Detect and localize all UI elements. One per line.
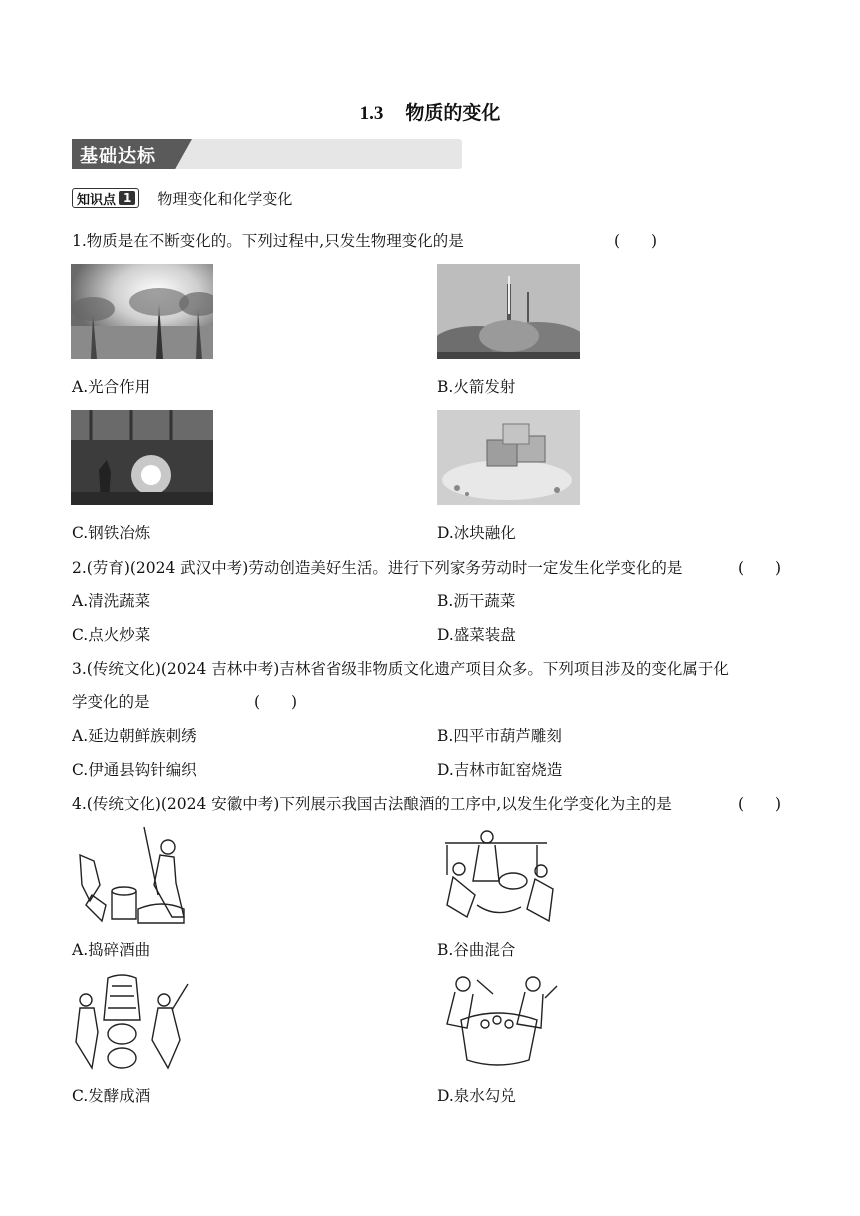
section-label: 基础达标	[80, 146, 156, 167]
q3-option-a: A.延边朝鲜族刺绣	[72, 727, 197, 745]
q2-answer-paren: ( )	[738, 559, 782, 577]
blending-spring-water-illustration	[437, 970, 559, 1072]
knowledge-point-tag-text: 知识点	[77, 192, 117, 208]
knowledge-point-label: 物理变化和化学变化	[157, 189, 293, 208]
knowledge-point-tag	[72, 188, 139, 208]
title-text: 物质的变化	[405, 102, 501, 124]
q1-option-b: B.火箭发射	[437, 378, 516, 396]
melting-ice-image	[437, 410, 580, 505]
q3-option-c: C.伊通县钩针编织	[72, 761, 197, 779]
steel-smelting-image	[71, 410, 213, 505]
q1-answer-paren: ( )	[614, 232, 658, 250]
q4-answer-paren: ( )	[738, 795, 782, 813]
q4-stem: 4.(传统文化)(2024 安徽中考)下列展示我国古法酿酒的工序中,以发生化学变化为主的是	[72, 795, 672, 813]
q2-option-c: C.点火炒菜	[72, 626, 151, 644]
q1-option-c: C.钢铁冶炼	[72, 524, 151, 542]
fermenting-wine-illustration	[72, 970, 192, 1072]
q1-option-a: A.光合作用	[72, 378, 151, 396]
mixing-grain-illustration	[437, 825, 555, 927]
q3-stem-line1: 3.(传统文化)(2024 吉林中考)吉林省省级非物质文化遗产项目众多。下列项目涉及的变化属于化	[72, 660, 729, 678]
knowledge-point-number: 1	[119, 191, 135, 205]
crushing-yeast-illustration	[72, 825, 190, 927]
q2-option-b: B.沥干蔬菜	[437, 592, 516, 610]
q3-option-b: B.四平市葫芦雕刻	[437, 727, 562, 745]
q4-option-a: A.捣碎酒曲	[72, 941, 151, 959]
q2-option-a: A.清洗蔬菜	[72, 592, 151, 610]
q3-stem-line2: 学变化的是	[72, 693, 150, 711]
title-number: 1.3	[359, 103, 384, 124]
rocket-launch-image	[437, 264, 580, 359]
q4-option-b: B.谷曲混合	[437, 941, 516, 959]
q2-option-d: D.盛菜装盘	[437, 626, 516, 644]
q1-stem: 1.物质是在不断变化的。下列过程中,只发生物理变化的是	[72, 232, 464, 250]
knowledge-point	[72, 187, 292, 209]
q4-option-c: C.发酵成酒	[72, 1087, 151, 1105]
q1-option-d: D.冰块融化	[437, 524, 516, 542]
photosynthesis-image	[71, 264, 213, 359]
page-title	[0, 98, 860, 125]
q3-option-d: D.吉林市缸窑烧造	[437, 761, 563, 779]
q3-answer-paren: ( )	[254, 693, 298, 711]
q4-option-d: D.泉水勾兑	[437, 1087, 516, 1105]
q2-stem: 2.(劳育)(2024 武汉中考)劳动创造美好生活。进行下列家务劳动时一定发生化学变化的是	[72, 559, 683, 577]
section-banner	[72, 139, 462, 169]
